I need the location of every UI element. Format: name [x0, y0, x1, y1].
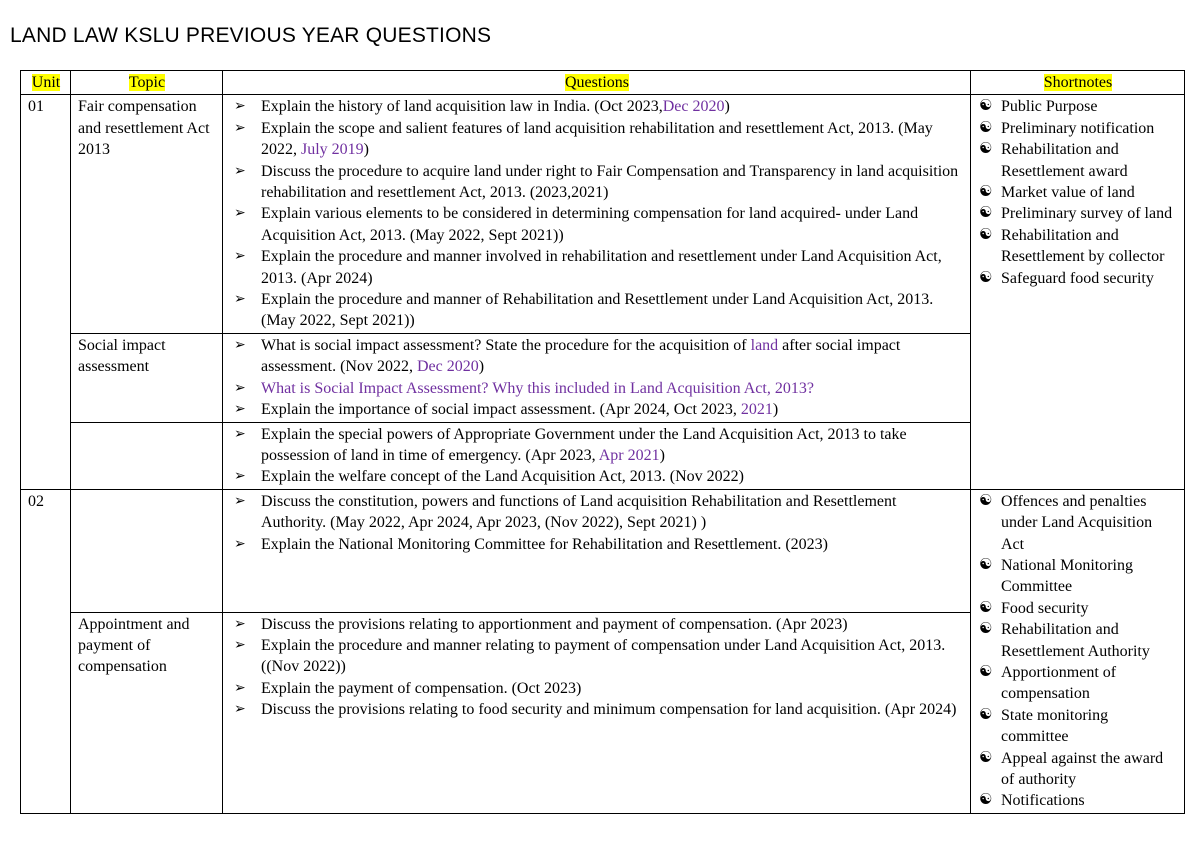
question-text: land: [750, 336, 779, 354]
shortnote-text: Rehabilitation and Resettlement Authority: [1001, 621, 1150, 660]
question-list: [230, 424, 964, 488]
unit-cell: 01: [21, 95, 71, 489]
shortnote-text: Preliminary survey of land: [1001, 205, 1173, 223]
question-text: Discuss the constitution, powers and functions of Land acquisition Rehabilitation and Resettlement Authority. (May 2022, Apr 2024, Apr 2023, (Nov 2022), Sept 2021) ): [261, 492, 897, 532]
question-item: [230, 118, 964, 161]
shortnote-item: [978, 790, 1178, 811]
shortnote-item: [978, 662, 1178, 705]
yin-yang-bullet-icon: ☯: [979, 226, 993, 243]
question-item: [230, 161, 964, 204]
arrowhead-bullet-icon: ➢: [234, 402, 246, 418]
question-text: Explain the history of land acquisition law in India. (Oct 2023,: [261, 98, 663, 116]
question-text: Explain the payment of compensation. (Oct 2023): [261, 679, 582, 697]
question-item: [230, 491, 964, 534]
yin-yang-bullet-icon: ☯: [979, 98, 993, 115]
arrowhead-bullet-icon: ➢: [234, 616, 246, 632]
yin-yang-bullet-icon: ☯: [979, 706, 993, 723]
arrowhead-bullet-icon: ➢: [234, 249, 246, 265]
question-item: [230, 335, 964, 378]
arrowhead-bullet-icon: ➢: [234, 206, 246, 222]
shortnote-item: [978, 619, 1178, 662]
question-text: Explain the welfare concept of the Land Acquisition Act, 2013. (Nov 2022): [261, 468, 744, 486]
question-text: ): [363, 141, 369, 159]
topic-header-label: Topic: [128, 74, 166, 91]
arrowhead-bullet-icon: ➢: [234, 536, 246, 552]
topic-header: [71, 71, 223, 95]
shortnote-text: National Monitoring Committee: [1001, 556, 1133, 596]
question-text: Explain various elements to be considered in determining compensation for land acquired- under Land Acquisition Act, 2013. (May 2022, Sept 2021)): [261, 205, 919, 244]
question-text: What is social impact assessment? State the procedure for the acquisition of: [261, 336, 751, 354]
question-text: Discuss the procedure to acquire land under right to Fair Compensation and Transparency in land acquisition rehabilitation and resettlement Act, 2013. (2023,2021): [261, 162, 959, 202]
question-item: [230, 466, 964, 487]
arrowhead-bullet-icon: ➢: [234, 469, 246, 485]
question-text: Dec 2020: [662, 98, 725, 116]
shortnote-text: Safeguard food security: [1001, 269, 1154, 287]
question-item: [230, 678, 964, 699]
shortnote-list: [978, 96, 1178, 289]
arrowhead-bullet-icon: ➢: [234, 99, 246, 115]
question-text: 2021: [740, 401, 773, 419]
yin-yang-bullet-icon: ☯: [979, 556, 993, 573]
shortnotes-header: [971, 71, 1185, 95]
unit-header-label: Unit: [31, 74, 61, 91]
shortnote-item: [978, 182, 1178, 203]
question-text: Explain the National Monitoring Committee for Rehabilitation and Resettlement. (2023): [261, 535, 828, 553]
questions-cell: [223, 422, 971, 489]
shortnote-text: Public Purpose: [1001, 98, 1098, 116]
question-text: July 2019: [301, 141, 364, 159]
yin-yang-bullet-icon: ☯: [979, 141, 993, 158]
shortnote-text: Market value of land: [1001, 184, 1135, 202]
question-text: Explain the procedure and manner involved in rehabilitation and resettlement under Land Acquisition Act, 2013. (Apr 2024): [261, 248, 942, 287]
questions-header: [223, 71, 971, 95]
question-item: [230, 614, 964, 635]
question-text: after social impact assessment. (Nov 2022,: [261, 336, 901, 376]
question-item: [230, 424, 964, 467]
arrowhead-bullet-icon: ➢: [234, 493, 246, 509]
shortnote-item: [978, 555, 1178, 598]
shortnotes-cell: [971, 489, 1185, 813]
question-text: Explain the special powers of Appropriate Government under the Land Acquisition Act, 2013 to take possession of land in time of emergency. (Apr 2023,: [261, 425, 907, 464]
topic-cell: Appointment and payment of compensation: [71, 612, 223, 813]
unit-header: [21, 71, 71, 95]
question-text: ): [478, 358, 485, 376]
questions-cell: [223, 612, 971, 813]
question-text: ): [724, 98, 730, 116]
question-text: Explain the scope and salient features of land acquisition rehabilitation and resettlement Act, 2013. (May 2022,: [261, 119, 933, 159]
shortnote-item: [978, 268, 1178, 289]
shortnote-text: Apportionment of compensation: [1001, 663, 1117, 703]
topic-cell: [71, 422, 223, 489]
shortnote-item: [978, 705, 1178, 748]
arrowhead-bullet-icon: ➢: [234, 380, 246, 396]
arrowhead-bullet-icon: ➢: [234, 702, 246, 718]
question-list: [230, 335, 964, 421]
page-title: LAND LAW KSLU PREVIOUS YEAR QUESTIONS: [10, 24, 492, 47]
shortnote-text: Rehabilitation and Resettlement by collector: [1001, 226, 1165, 266]
yin-yang-bullet-icon: ☯: [979, 621, 993, 638]
yin-yang-bullet-icon: ☯: [979, 184, 993, 201]
yin-yang-bullet-icon: ☯: [979, 663, 993, 680]
question-text: Discuss the provisions relating to food security and minimum compensation for land acquisition. (Apr 2024): [261, 701, 957, 719]
question-item: [230, 534, 964, 555]
question-item: [230, 635, 964, 678]
shortnote-text: State monitoring committee: [1001, 706, 1109, 746]
shortnote-item: [978, 598, 1178, 619]
shortnotes-header-label: Shortnotes: [1043, 74, 1113, 91]
shortnote-text: Appeal against the award of authority: [1001, 749, 1164, 788]
questions-header-label: Questions: [565, 74, 629, 91]
yin-yang-bullet-icon: ☯: [979, 119, 993, 136]
question-item: [230, 699, 964, 720]
questions-cell: [223, 489, 971, 612]
unit-cell: 02: [21, 489, 71, 813]
arrowhead-bullet-icon: ➢: [234, 120, 246, 136]
arrowhead-bullet-icon: ➢: [234, 292, 246, 308]
yin-yang-bullet-icon: ☯: [979, 599, 993, 616]
question-text: Dec 2020: [416, 358, 479, 376]
question-text: ): [772, 401, 779, 419]
shortnote-text: Offences and penalties under Land Acquisition Act: [1001, 492, 1153, 553]
question-text: Explain the procedure and manner relating to payment of compensation under Land Acquisition Act, 2013. ((Nov 2022)): [261, 637, 946, 676]
question-text: ): [659, 446, 665, 464]
question-list: [230, 96, 964, 331]
table-row: [21, 95, 1185, 333]
shortnote-text: Preliminary notification: [1001, 119, 1155, 137]
arrowhead-bullet-icon: ➢: [234, 426, 246, 442]
yin-yang-bullet-icon: ☯: [979, 269, 993, 286]
questions-cell: [223, 333, 971, 422]
topic-cell: Fair compensation and resettlement Act 2013: [71, 95, 223, 333]
question-list: [230, 491, 964, 555]
shortnote-text: Rehabilitation and Resettlement award: [1001, 141, 1128, 180]
arrowhead-bullet-icon: ➢: [234, 163, 246, 179]
question-text: Explain the procedure and manner of Rehabilitation and Resettlement under Land Acquisition Act, 2013. (May 2022, Sept 2021)): [261, 291, 934, 330]
question-item: [230, 378, 964, 399]
yin-yang-bullet-icon: ☯: [979, 749, 993, 766]
topic-cell: [71, 489, 223, 612]
shortnote-list: [978, 491, 1178, 812]
shortnote-item: [978, 96, 1178, 117]
question-item: [230, 289, 964, 332]
question-text: Discuss the provisions relating to apportionment and payment of compensation. (Apr 2023): [261, 615, 848, 633]
question-item: [230, 246, 964, 289]
question-item: [230, 96, 964, 117]
arrowhead-bullet-icon: ➢: [234, 680, 246, 696]
questions-table: [20, 70, 1185, 814]
topic-cell: Social impact assessment: [71, 333, 223, 422]
table-row: [21, 489, 1185, 612]
questions-cell: [223, 95, 971, 333]
shortnote-item: [978, 139, 1178, 182]
question-text: Explain the importance of social impact assessment. (Apr 2024, Oct 2023,: [261, 401, 741, 419]
shortnote-item: [978, 748, 1178, 791]
question-item: [230, 203, 964, 246]
yin-yang-bullet-icon: ☯: [979, 205, 993, 222]
shortnote-item: [978, 225, 1178, 268]
question-list: [230, 614, 964, 721]
shortnotes-cell: [971, 95, 1185, 489]
yin-yang-bullet-icon: ☯: [979, 792, 993, 809]
shortnote-item: [978, 118, 1178, 139]
table-body: [21, 71, 1185, 814]
question-item: [230, 399, 964, 420]
yin-yang-bullet-icon: ☯: [979, 492, 993, 509]
question-text: Apr 2021: [598, 446, 660, 464]
arrowhead-bullet-icon: ➢: [234, 638, 246, 654]
header-row: [21, 71, 1185, 95]
shortnote-item: [978, 203, 1178, 224]
shortnote-text: Food security: [1001, 599, 1089, 617]
question-text: What is Social Impact Assessment? Why this included in Land Acquisition Act, 2013?: [261, 379, 814, 397]
shortnote-item: [978, 491, 1178, 555]
shortnote-text: Notifications: [1001, 792, 1085, 810]
arrowhead-bullet-icon: ➢: [234, 337, 246, 353]
